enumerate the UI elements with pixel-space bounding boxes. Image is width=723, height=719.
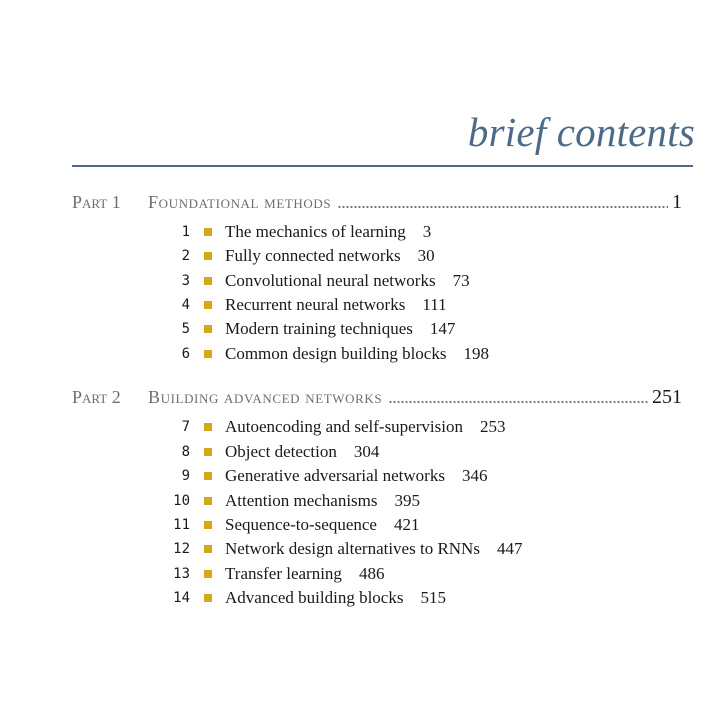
chapter-entry[interactable] [160,587,446,609]
chapter-entry[interactable] [160,245,435,267]
chapter-title: Advanced building blocks [225,588,404,607]
chapter-number: 7 [181,419,190,435]
chapter-page: 304 [353,442,380,461]
square-bullet-icon [204,350,212,358]
chapter-entry[interactable] [160,490,420,512]
chapter-entry[interactable] [160,514,419,536]
chapter-title: Modern training techniques [225,319,413,338]
square-bullet-icon [204,252,212,260]
part-label: Part 2 [72,387,121,407]
part-1-heading[interactable] [72,191,682,217]
chapter-title: Transfer learning [225,564,342,583]
title-rule [72,165,693,167]
chapter-title: Attention mechanisms [225,491,378,510]
chapter-entry[interactable] [160,270,470,292]
chapter-number: 8 [181,444,190,460]
chapter-entry[interactable] [160,318,455,340]
chapter-entry[interactable] [160,294,447,316]
square-bullet-icon [204,277,212,285]
chapter-entry[interactable] [160,563,384,585]
chapter-title: Generative adversarial networks [225,466,445,485]
square-bullet-icon [204,472,212,480]
chapter-number: 1 [181,224,190,240]
part-page-number: 1 [672,191,682,213]
chapter-entry[interactable] [160,538,522,560]
chapter-title: Common design building blocks [225,344,447,363]
chapter-number: 6 [181,346,190,362]
chapter-entry[interactable] [160,465,487,487]
chapter-number: 5 [181,321,190,337]
chapter-title: Network design alternatives to RNNs [225,539,480,558]
chapter-title: Object detection [225,442,337,461]
chapter-page: 147 [429,319,456,338]
chapter-page: 253 [479,417,506,436]
chapter-title: Convolutional neural networks [225,271,436,290]
dot-leader [337,192,668,213]
chapter-page: 395 [394,491,421,510]
chapter-page: 30 [417,246,435,265]
chapter-title: Fully connected networks [225,246,401,265]
chapter-number: 11 [173,517,190,533]
square-bullet-icon [204,570,212,578]
square-bullet-icon [204,594,212,602]
square-bullet-icon [204,448,212,456]
page-title: brief contents [467,109,695,155]
square-bullet-icon [204,497,212,505]
chapter-page: 515 [420,588,446,607]
chapter-number: 3 [181,273,190,289]
square-bullet-icon [204,301,212,309]
chapter-number: 12 [173,541,190,557]
chapter-page: 486 [358,564,385,583]
chapter-title: Autoencoding and self-supervision [225,417,463,436]
chapter-number: 4 [181,297,190,313]
chapter-entry[interactable] [160,221,431,243]
part-label: Part 1 [72,192,121,212]
chapter-number: 2 [181,248,190,264]
chapter-number: 9 [181,468,190,484]
chapter-page: 447 [496,539,523,558]
chapter-page: 111 [422,295,447,314]
chapter-page: 421 [393,515,420,534]
chapter-page: 73 [452,271,470,290]
chapter-page: 3 [422,222,432,241]
chapter-number: 13 [173,566,190,582]
part-title: Building advanced networks [148,387,383,407]
chapter-page: 346 [461,466,488,485]
square-bullet-icon [204,325,212,333]
chapter-number: 14 [173,590,190,606]
chapter-entry[interactable] [160,416,505,438]
part-page-number: 251 [652,386,682,408]
chapter-title: The mechanics of learning [225,222,406,241]
chapter-entry[interactable] [160,343,489,365]
part-2-heading[interactable] [72,386,682,412]
square-bullet-icon [204,521,212,529]
square-bullet-icon [204,545,212,553]
dot-leader [388,387,648,408]
chapter-title: Sequence-to-sequence [225,515,377,534]
chapter-entry[interactable] [160,441,379,463]
chapter-number: 10 [173,493,190,509]
part-title: Foundational methods [148,192,332,212]
chapter-page: 198 [463,344,489,363]
square-bullet-icon [204,228,212,236]
chapter-title: Recurrent neural networks [225,295,406,314]
square-bullet-icon [204,423,212,431]
